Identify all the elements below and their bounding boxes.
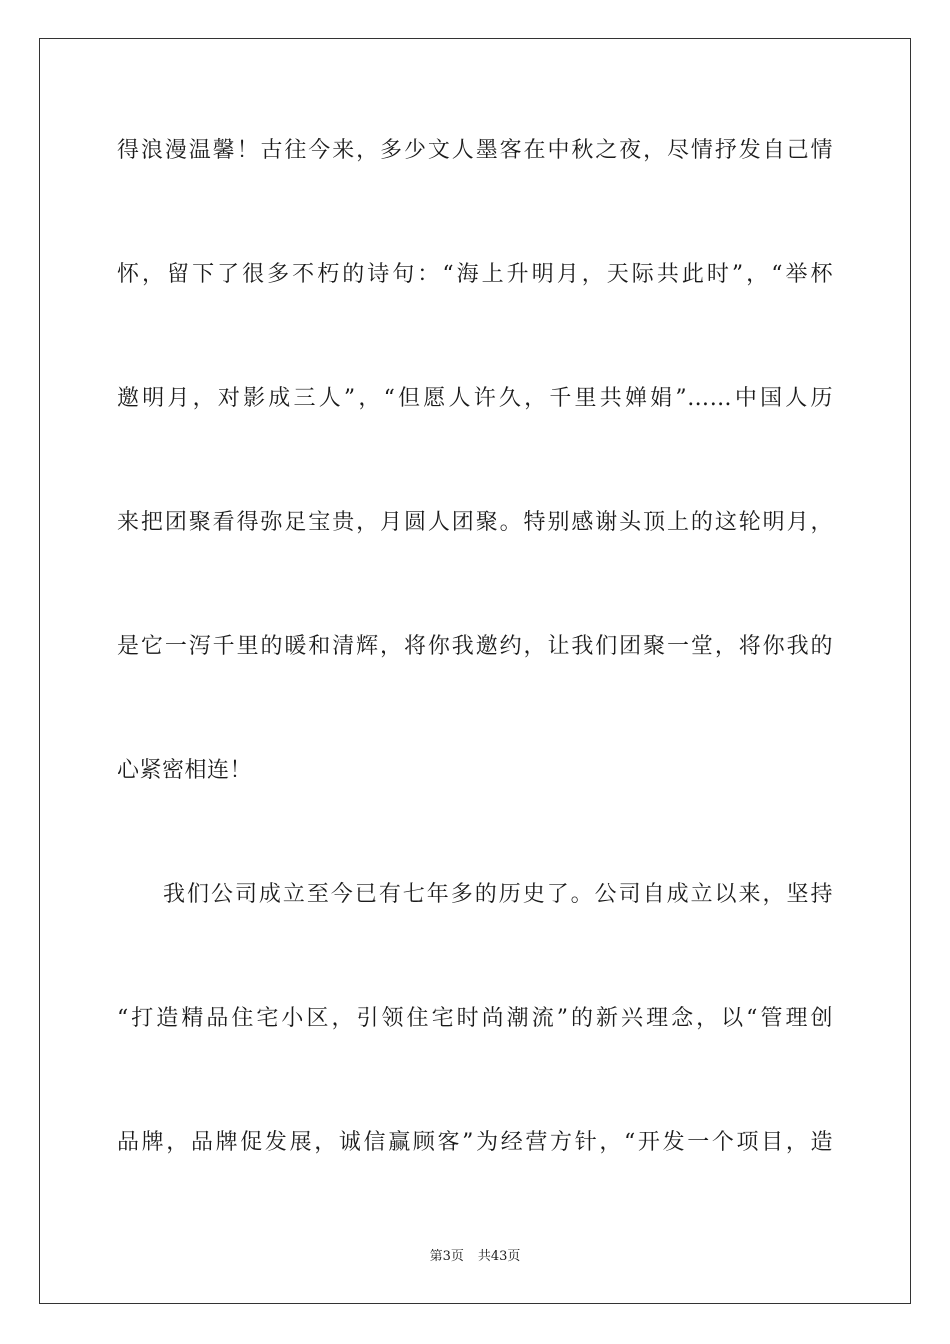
page-number: 第3页 (429, 1249, 464, 1264)
text-line-8: “打造精品住宅小区，引领住宅时尚潮流”的新兴理念，以“管理创 (117, 1006, 833, 1031)
text-line-2: 怀，留下了很多不朽的诗句：“海上升明月，天际共此时”，“举杯 (117, 262, 833, 287)
text-line-9: 品牌，品牌促发展，诚信赢顾客”为经营方针，“开发一个项目，造 (117, 1130, 833, 1155)
page-border (39, 38, 911, 1304)
text-line-3: 邀明月，对影成三人”，“但愿人许久，千里共婵娟”……中国人历 (117, 386, 833, 411)
page-footer (0, 1248, 950, 1266)
text-line-4: 来把团聚看得弥足宝贵，月圆人团聚。特别感谢头顶上的这轮明月， (117, 510, 833, 535)
text-line-5: 是它一泻千里的暖和清辉，将你我邀约，让我们团聚一堂，将你我的 (117, 634, 833, 659)
text-line-6: 心紧密相连！ (117, 758, 253, 783)
total-pages: 共43页 (477, 1249, 521, 1264)
text-line-1: 得浪漫温馨！古往今来，多少文人墨客在中秋之夜，尽情抒发自己情 (117, 138, 833, 163)
text-line-7: 我们公司成立至今已有七年多的历史了。公司自成立以来，坚持 (163, 882, 833, 907)
